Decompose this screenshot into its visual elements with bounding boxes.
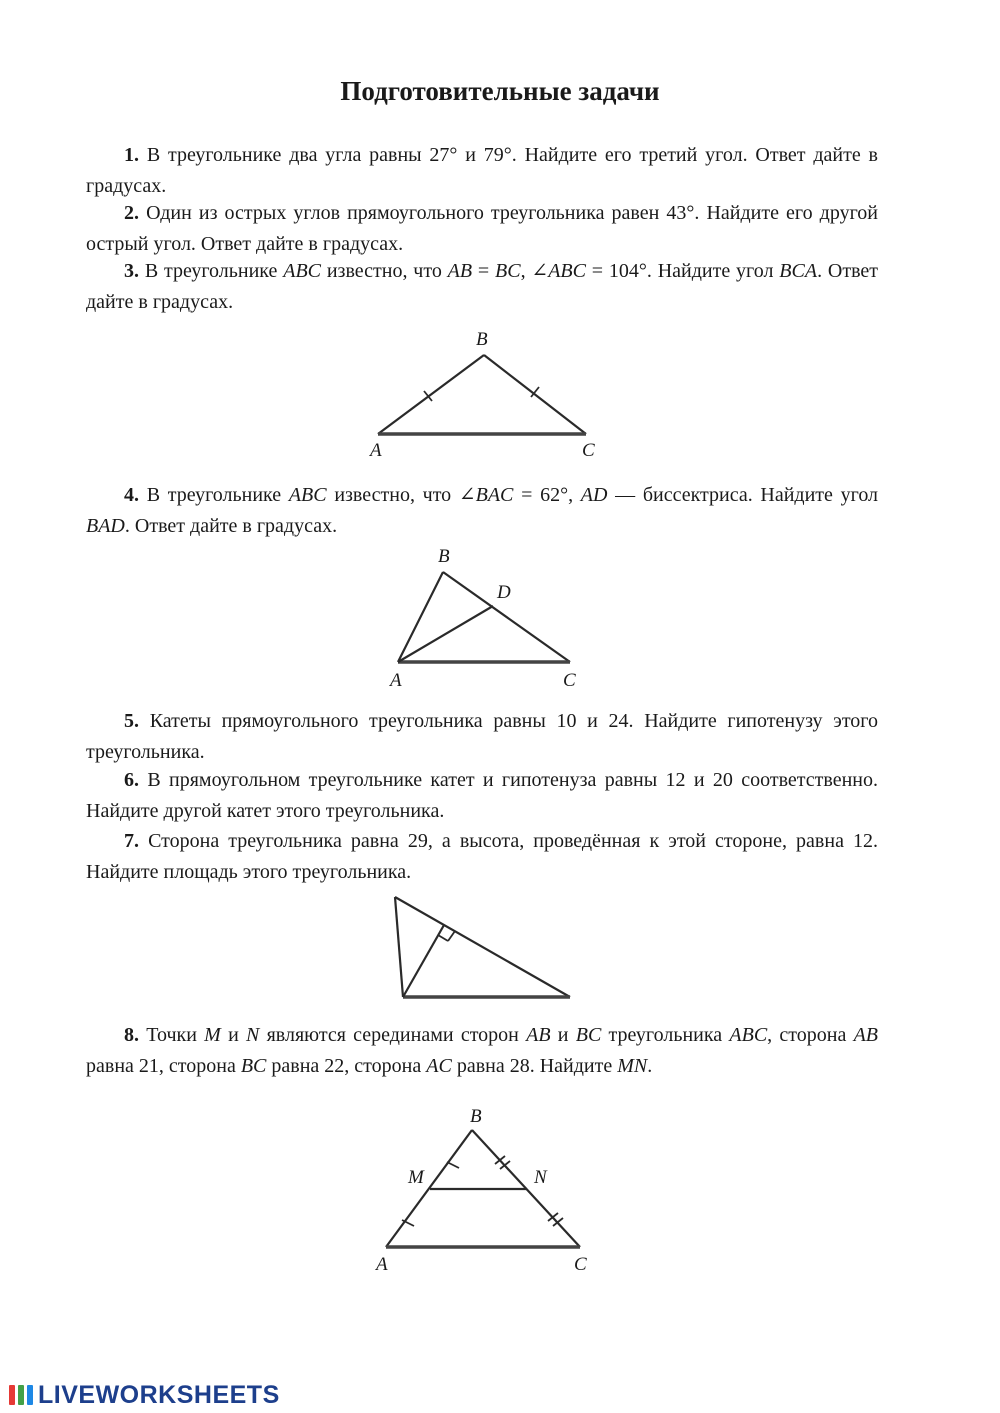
label-n: N <box>534 1167 547 1188</box>
label-c: C <box>582 440 595 461</box>
math-variable: AC <box>426 1055 452 1077</box>
math-variable: ABC <box>283 260 322 282</box>
liveworksheets-logo-text: LIVEWORKSHEETS <box>38 1380 280 1409</box>
problem-text: и <box>550 1024 576 1046</box>
problem-text: Один из острых углов прямоугольного треугольника равен 43°. Найдите его другой острый угол. Ответ дайте в градусах. <box>86 202 879 255</box>
tick-mark-mb <box>447 1162 459 1168</box>
label-b: B <box>470 1106 482 1127</box>
math-variable: BAD <box>86 515 125 537</box>
math-variable: ABC <box>729 1024 768 1046</box>
math-variable: BCA <box>779 260 818 282</box>
problem-text: равна 22, сторона <box>266 1055 427 1077</box>
problem-number: 1. <box>124 144 139 166</box>
problem-text: равна 21, сторона <box>86 1055 241 1077</box>
math-variable: BC <box>495 260 521 282</box>
problem-text: Сторона треугольника равна 29, а высота, проведённая к этой стороне, равна 12. Найдите площадь этого треугольника. <box>86 830 878 883</box>
problem-number: 5. <box>124 710 139 732</box>
problem-text: В треугольнике <box>146 484 289 506</box>
problem-text: известно, что <box>321 260 448 282</box>
math-variable: ABC <box>548 260 586 282</box>
problem-text: В треугольнике <box>144 260 284 282</box>
math-variable: ABC <box>288 484 327 506</box>
problem-text: являются серединами сторон <box>259 1024 527 1046</box>
problem-text: = 104°. Найдите угол <box>585 260 780 282</box>
math-variable: M <box>204 1024 221 1046</box>
problem-text: Катеты прямоугольного треугольника равны 10 и 24. Найдите гипотенузу этого треугольника. <box>86 710 878 763</box>
label-m: M <box>408 1167 424 1188</box>
problem-text: равна 28. Найдите <box>451 1055 618 1077</box>
math-variable: AB <box>853 1024 879 1046</box>
problem-text: = <box>472 260 496 282</box>
problem-text: известно, что ∠ <box>326 484 476 506</box>
problem-number: 3. <box>124 260 139 282</box>
problem-text: = 62°, <box>513 484 581 506</box>
math-variable: N <box>246 1024 260 1046</box>
math-variable: BC <box>240 1055 267 1077</box>
math-variable: AD <box>580 484 608 506</box>
problem-text: , сторона <box>767 1024 854 1046</box>
label-a: A <box>370 440 382 461</box>
page-title: Подготовительные задачи <box>340 76 660 106</box>
math-variable: MN <box>617 1055 648 1077</box>
problem-text: — биссектриса. Найдите угол <box>607 484 879 506</box>
label-b: B <box>476 329 488 350</box>
problem-text: . <box>647 1055 653 1077</box>
math-variable: AB <box>447 260 473 282</box>
problem-number: 7. <box>124 830 139 852</box>
liveworksheets-logo-icon <box>8 1382 34 1408</box>
label-c: C <box>574 1254 587 1275</box>
math-variable: BC <box>575 1024 602 1046</box>
problem-number: 4. <box>124 484 139 506</box>
label-a: A <box>390 670 402 691</box>
problem-text: В прямоугольном треугольнике катет и гипотенуза равны 12 и 20 соответственно. Найдите другой катет этого треугольника. <box>86 769 878 822</box>
liveworksheets-logo[interactable] <box>8 1380 280 1410</box>
problem-number: 2. <box>124 202 139 224</box>
label-c: C <box>563 670 576 691</box>
problem-text: треугольника <box>601 1024 730 1046</box>
label-b: B <box>438 546 450 567</box>
problem-text: В треугольнике два угла равны 27° и 79°. Найдите его третий угол. Ответ дайте в градусах. <box>86 144 878 197</box>
problem-number: 8. <box>124 1024 139 1046</box>
label-a: A <box>376 1254 388 1275</box>
label-d: D <box>497 582 511 603</box>
problem-number: 6. <box>124 769 139 791</box>
problem-text: . Ответ дайте в градусах. <box>124 515 338 537</box>
math-variable: AB <box>526 1024 551 1046</box>
problem-text: и <box>220 1024 247 1046</box>
math-variable: BAC <box>475 484 514 506</box>
problem-text: Точки <box>146 1024 205 1046</box>
problem-text: . Ответ дайте в градусах. <box>86 260 879 313</box>
problem-text: , ∠ <box>520 260 549 282</box>
